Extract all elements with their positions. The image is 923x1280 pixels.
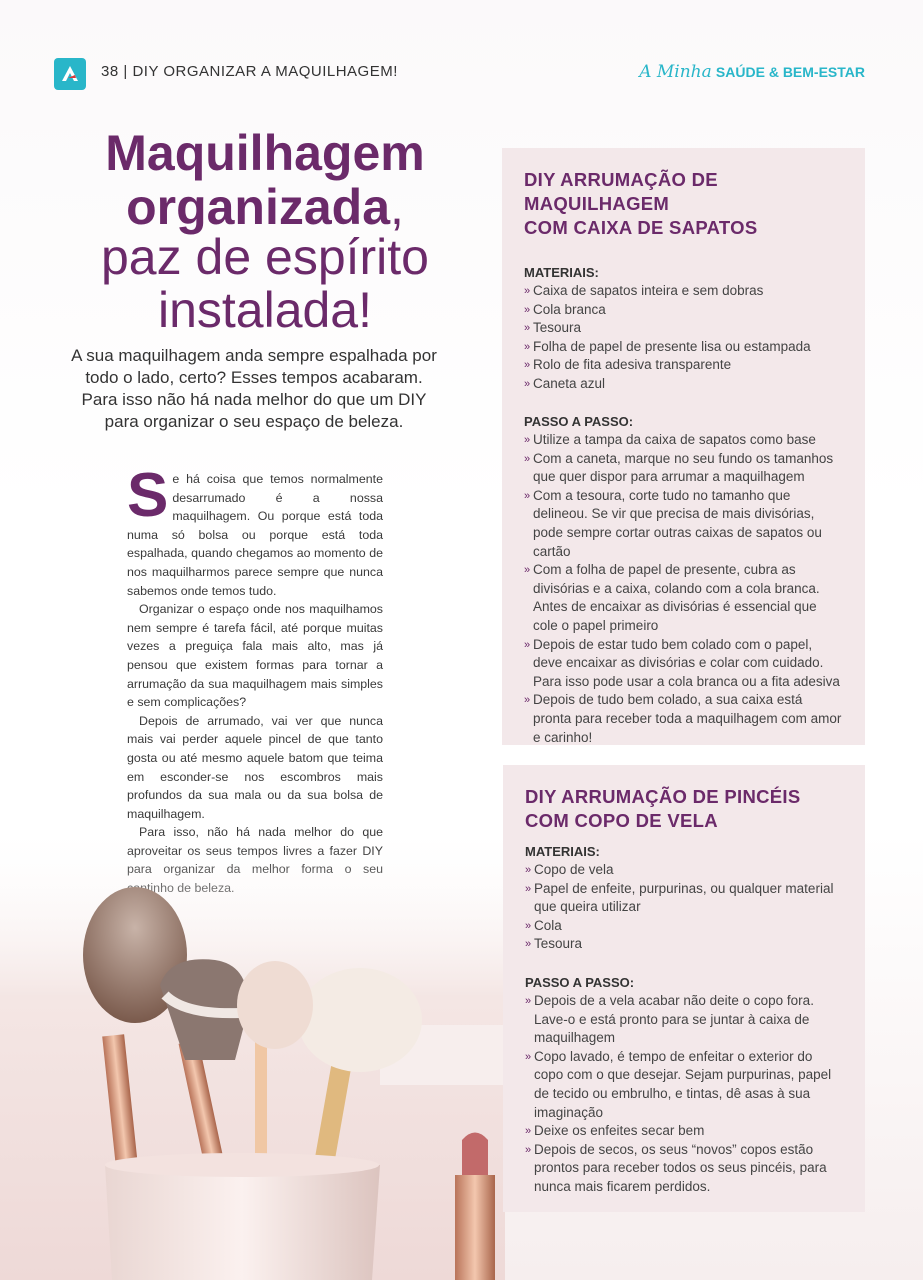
article-body	[127, 461, 383, 898]
list-item: » Depois de a vela acabar não deite o copo fora. Lave-o e está pronto para se juntar à caixa de maquilhagem	[525, 993, 814, 1046]
list-item: » Depois de tudo bem colado, a sua caixa está pronta para receber toda a maquilhagem com amor e carinho!	[524, 692, 842, 745]
box1-materials-list	[524, 282, 843, 394]
box2-title-line-1: DIY ARRUMAÇÃO DE PINCÉIS	[525, 786, 801, 807]
bullet-icon: »	[525, 919, 532, 932]
box1-steps-label: PASSO A PASSO:	[524, 414, 634, 429]
category-label: SAÚDE & BEM-ESTAR	[715, 64, 865, 80]
bullet-icon: »	[524, 303, 531, 316]
title-line-2-text: organizada	[126, 179, 391, 235]
list-item: » Cola	[525, 917, 843, 936]
list-item: » Com a caneta, marque no seu fundo os tamanhos que quer dispor para arrumar a maquilhagem	[524, 450, 834, 485]
list-item: » Com a folha de papel de presente, cubra as divisórias e a caixa, colando com a cola branca. Antes de encaixar as divisórias é essencial que cole o papel primeiro	[524, 562, 820, 633]
bullet-icon: »	[525, 882, 532, 895]
list-item: » Copo de vela	[525, 861, 843, 880]
bullet-icon: »	[524, 638, 531, 651]
article-lead: A sua maquilhagem anda sempre espalhada por todo o lado, certo? Esses tempos acabaram. Para isso não há nada melhor do que um DIY para organizar o seu espaço de beleza.	[71, 346, 437, 431]
list-item: » Com a tesoura, corte tudo no tamanho que delineou. Se vir que precisa de mais divisórias, pode sempre cortar outras caixas de sapatos ou cartão	[524, 487, 822, 559]
list-item: » Depois de estar tudo bem colado com o papel, deve encaixar as divisórias e colar com cuidado. Para isso pode usar a cola branca ou a fita adesiva	[524, 636, 840, 689]
bullet-icon: »	[524, 322, 531, 335]
bullet-icon: »	[525, 938, 532, 951]
bullet-icon: »	[524, 340, 531, 353]
box1-steps-list	[524, 431, 843, 747]
box1-title-line-2: MAQUILHAGEM	[524, 193, 670, 214]
header-separator: |	[123, 63, 128, 80]
title-line-2	[60, 179, 470, 235]
list-item: » Caneta azul	[524, 375, 843, 394]
bullet-icon: »	[525, 1050, 532, 1063]
box1-materials-label: MATERIAIS:	[524, 265, 599, 280]
list-item: » Caixa de sapatos inteira e sem dobras	[524, 282, 843, 301]
header-magazine-brand	[639, 62, 865, 82]
box2-steps-list	[525, 992, 843, 1197]
bullet-icon: »	[524, 694, 531, 707]
box1-steps	[524, 412, 843, 747]
bullet-icon: »	[524, 434, 531, 446]
auchan-logo-icon	[54, 58, 86, 90]
bullet-icon: »	[525, 995, 532, 1007]
title-line-4: instalada!	[157, 282, 373, 338]
bullet-icon: »	[524, 452, 531, 465]
paragraph-1	[127, 461, 383, 600]
header-section-label	[101, 63, 398, 80]
list-item: » Folha de papel de presente lisa ou estampada	[524, 338, 843, 357]
list-item: » Rolo de fita adesiva transparente	[524, 356, 843, 375]
list-item: » Copo lavado, é tempo de enfeitar o exterior do copo com o que desejar. Sejam purpurinas, papel de tecido ou embrulho, e tintas, dê asas à sua imaginação	[525, 1048, 832, 1120]
brand-script: A Minha	[639, 62, 712, 82]
diy-box-shoebox	[502, 148, 865, 745]
drop-cap: S	[127, 461, 169, 530]
paragraph-2: Organizar o espaço onde nos maquilhamos nem sempre é tarefa fácil, até porque muitas vezes a preguiça fala mais alto, mas já pensou que existem formas para tornar a arrumação da sua maquilhagem mais simples e sem complicações?	[127, 602, 383, 710]
box1-title-line-1: DIY ARRUMAÇÃO DE	[524, 169, 718, 190]
box2-steps	[525, 973, 843, 1197]
box1-title-line-3: COM CAIXA DE SAPATOS	[524, 217, 758, 238]
paragraph-4: Para isso, não há nada melhor do que	[139, 825, 383, 840]
list-item: » Cola branca	[524, 301, 843, 320]
section-title: DIY ORGANIZAR A MAQUILHAGEM!	[132, 63, 398, 80]
bullet-icon: »	[525, 864, 532, 876]
makeup-brushes-photo	[0, 845, 505, 1280]
bullet-icon: »	[524, 377, 531, 390]
list-item: » Deixe os enfeites secar bem	[525, 1122, 843, 1141]
box1-materials	[524, 263, 843, 394]
diy-box-candle-cup	[503, 765, 865, 1212]
list-item: » Depois de secos, os seus “novos” copos estão prontos para receber todos os seus pincéis, para nunca mais ficarem perdidos.	[525, 1141, 827, 1194]
box2-title-line-2: COM COPO DE VELA	[525, 810, 718, 831]
bullet-icon: »	[524, 285, 531, 297]
page-number: 38	[101, 63, 119, 80]
box2-title	[525, 785, 843, 833]
list-item: » Utilize a tampa da caixa de sapatos como base	[524, 431, 843, 450]
box2-materials	[525, 842, 843, 954]
bullet-icon: »	[524, 489, 531, 502]
box2-materials-label: MATERIAIS:	[525, 844, 600, 859]
brush-cup	[105, 1165, 380, 1280]
title-line-3: paz de espírito	[101, 229, 429, 285]
bullet-icon: »	[525, 1125, 532, 1138]
title-comma: ,	[390, 179, 404, 235]
list-item: » Tesoura	[525, 935, 843, 954]
bullet-icon: »	[524, 359, 531, 372]
box2-steps-label: PASSO A PASSO:	[525, 975, 635, 990]
box1-title	[524, 168, 843, 240]
list-item: » Papel de enfeite, purpurinas, ou qualquer material que queira utilizar	[525, 880, 834, 915]
paragraph-1-text: e há coisa que temos normalmente desarrumado é a nossa maquilhagem. Ou porque está toda numa só bolsa ou porque está toda espalhada, quando chegamos ao momento de nos maquilharmos parece sempre que nunca sabemos onde temos tudo.	[127, 472, 383, 598]
bullet-icon: »	[524, 564, 531, 577]
box2-materials-list	[525, 861, 843, 954]
bird-logo-icon	[59, 63, 81, 85]
title-line-1: Maquilhagem	[105, 125, 425, 181]
paragraph-3: Depois de arrumado, vai ver que nunca mais vai perder aquele pincel de que tanto gosta ou até mesmo aquele batom que teima em esconder-se nos escombros mais profundos da sua mala ou da sua bolsa de maquilhagem.	[127, 713, 383, 821]
bullet-icon: »	[525, 1143, 532, 1156]
list-item: » Tesoura	[524, 319, 843, 338]
